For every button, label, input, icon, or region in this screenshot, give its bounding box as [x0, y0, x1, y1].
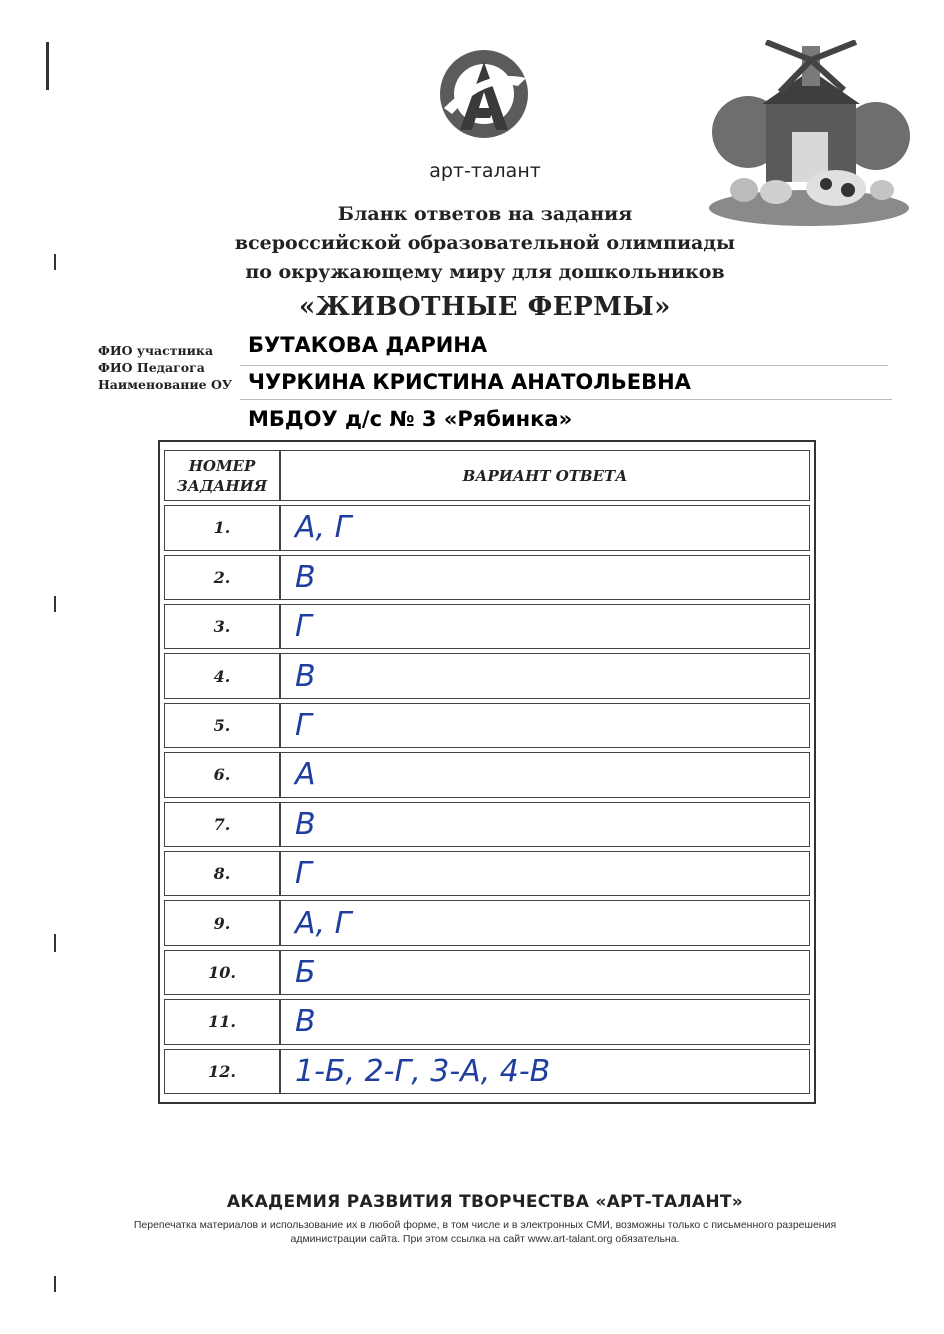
heading-line: всероссийской образовательной олимпиады [234, 232, 736, 254]
task-number: 2. [164, 555, 280, 600]
task-number: 10. [164, 950, 280, 995]
task-number: 1. [164, 505, 280, 550]
table-row [164, 752, 810, 797]
answer-cell[interactable]: Г [280, 604, 810, 649]
answer-cell[interactable]: В [280, 999, 810, 1044]
art-talant-logo [438, 48, 530, 148]
answer-cell[interactable]: А [280, 752, 810, 797]
document-heading [150, 200, 820, 325]
table-header [164, 450, 810, 501]
answer-cell[interactable]: А, Г [280, 900, 810, 945]
task-number: 11. [164, 999, 280, 1044]
table-row [164, 950, 810, 995]
table-row [164, 851, 810, 896]
table-row [164, 802, 810, 847]
answer-cell[interactable]: В [280, 802, 810, 847]
participant-label: ФИО участника [98, 343, 214, 358]
task-number: 7. [164, 802, 280, 847]
participant-field[interactable]: БУТАКОВА ДАРИНА [240, 330, 888, 366]
answer-cell[interactable]: Г [280, 703, 810, 748]
table-row [164, 505, 810, 550]
footer-title: АКАДЕМИЯ РАЗВИТИЯ ТВОРЧЕСТВА «АРТ-ТАЛАНТ» [226, 1192, 744, 1212]
footer-note: Перепечатка материалов и использование их в любой форме, в том числе и в электронных СМИ, возможны только с письменного разрешения администрации сайта. При этом ссылка на сайт www.art-talant.org обязательна. [133, 1219, 837, 1245]
answer-cell[interactable]: Г [280, 851, 810, 896]
teacher-label: ФИО Педагога [98, 360, 205, 375]
task-number: 3. [164, 604, 280, 649]
task-number: 4. [164, 653, 280, 698]
field-labels [98, 342, 232, 393]
header-task-number: НОМЕР ЗАДАНИЯ [164, 450, 280, 501]
task-number: 12. [164, 1049, 280, 1094]
task-number: 6. [164, 752, 280, 797]
org-label: Наименование ОУ [98, 377, 233, 392]
table-row [164, 1049, 810, 1094]
brand-name: арт-талант [429, 160, 541, 182]
table-row [164, 999, 810, 1044]
heading-line: по окружающему миру для дошкольников [245, 261, 725, 283]
scan-mark [46, 42, 49, 90]
org-field[interactable]: МБДОУ д/с № 3 «Рябинка» [240, 400, 890, 438]
table-row [164, 703, 810, 748]
teacher-field[interactable]: ЧУРКИНА КРИСТИНА АНАТОЛЬЕВНА [240, 366, 892, 400]
answer-cell[interactable]: А, Г [280, 505, 810, 550]
scan-mark [54, 596, 56, 612]
scan-mark [54, 254, 56, 270]
table-row [164, 653, 810, 698]
answer-cell[interactable]: 1-Б, 2-Г, 3-А, 4-В [280, 1049, 810, 1094]
header-answer: ВАРИАНТ ОТВЕТА [280, 450, 810, 501]
answer-cell[interactable]: В [280, 653, 810, 698]
table-row [164, 900, 810, 945]
table-row [164, 604, 810, 649]
task-number: 5. [164, 703, 280, 748]
scan-mark [54, 934, 56, 952]
scan-mark [54, 1276, 56, 1292]
task-number: 8. [164, 851, 280, 896]
heading-line: Бланк ответов на задания [337, 203, 633, 225]
answer-cell[interactable]: Б [280, 950, 810, 995]
olympiad-title: «ЖИВОТНЫЕ ФЕРМЫ» [299, 292, 671, 322]
answer-table [158, 440, 816, 1104]
task-number: 9. [164, 900, 280, 945]
answer-cell[interactable]: В [280, 555, 810, 600]
table-row [164, 555, 810, 600]
